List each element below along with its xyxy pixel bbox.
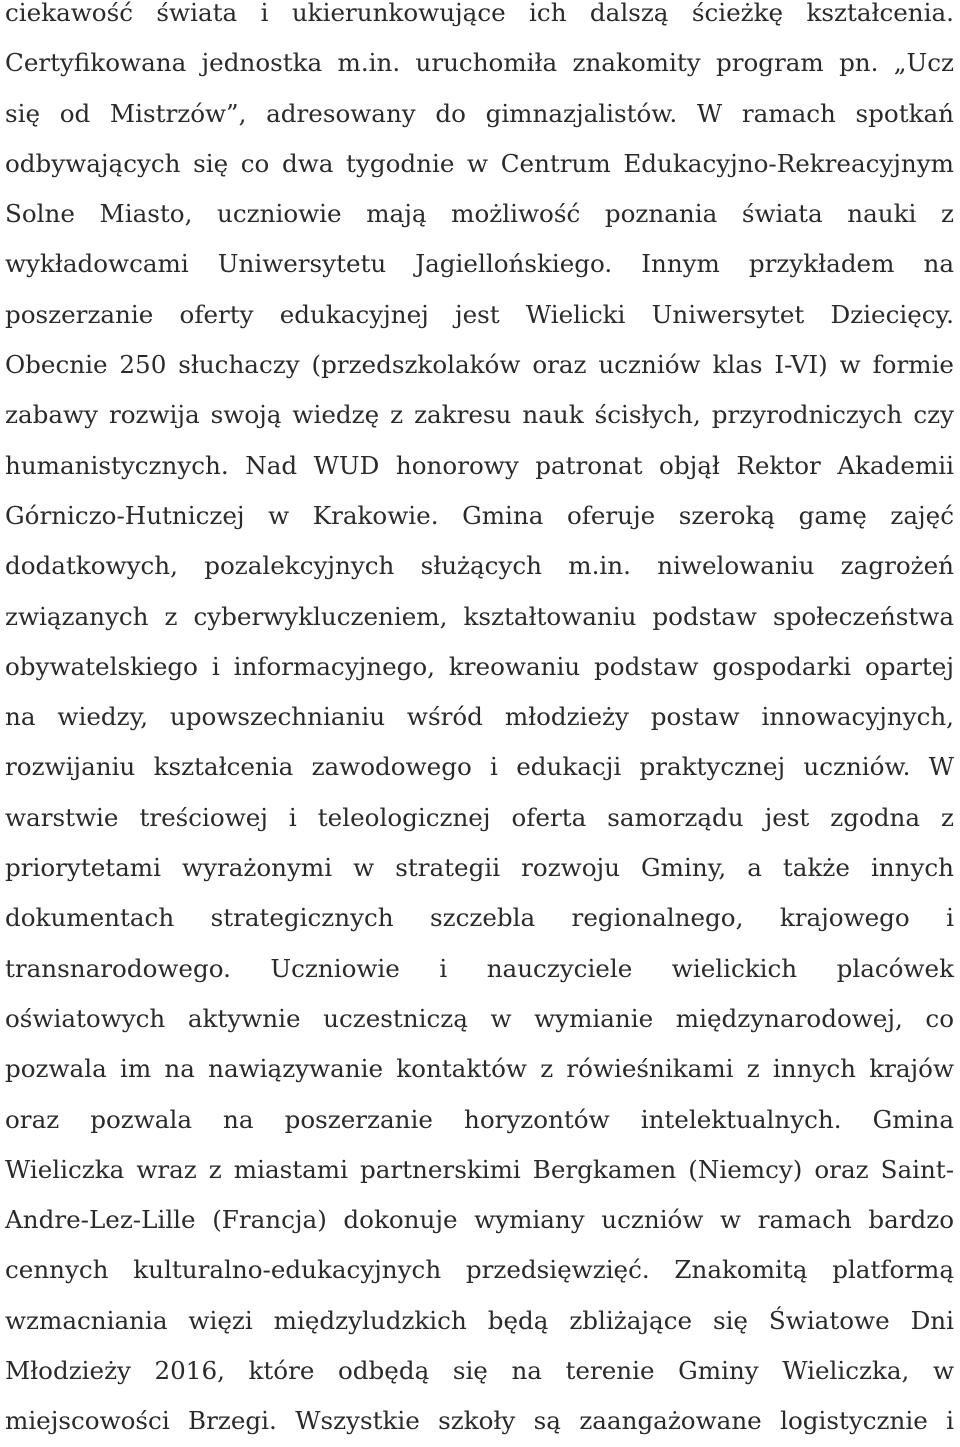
text-line: rozwijaniu kształcenia zawodowego i edukacji praktycznej uczniów. W [5,752,954,782]
text-line: wykładowcami Uniwersytetu Jagiellońskiego. Innym przykładem na [5,249,954,279]
text-line: dodatkowych, pozalekcyjnych służących m.in. niwelowaniu zagrożeń [5,551,954,581]
text-line: miejscowości Brzegi. Wszystkie szkoły są zaangażowane logistycznie i [5,1406,954,1436]
text-line: się od Mistrzów”, adresowany do gimnazjalistów. W ramach spotkań [5,98,954,128]
text-line: pozwala im na nawiązywanie kontaktów z rówieśnikami z innych krajów [5,1054,954,1084]
text-line: humanistycznych. Nad WUD honorowy patronat objął Rektor Akademii [5,450,954,480]
text-line: Młodzieży 2016, które odbędą się na terenie Gminy Wieliczka, w [5,1356,954,1386]
text-line: odbywających się co dwa tygodnie w Centrum Edukacyjno-Rekreacyjnym [5,148,954,178]
text-line: Górniczo-Hutniczej w Krakowie. Gmina oferuje szeroką gamę zajęć [5,500,954,530]
text-line: oświatowych aktywnie uczestniczą w wymianie międzynarodowej, co [5,1003,954,1033]
text-line: cennych kulturalno-edukacyjnych przedsięwzięć. Znakomitą platformą [5,1255,954,1285]
text-line: zabawy rozwija swoją wiedzę z zakresu nauk ścisłych, przyrodniczych czy [5,400,954,430]
text-line: oraz pozwala na poszerzanie horyzontów intelektualnych. Gmina [5,1104,954,1134]
text-line: transnarodowego. Uczniowie i nauczyciele wielickich placówek [5,953,954,983]
text-line: Wieliczka wraz z miastami partnerskimi Bergkamen (Niemcy) oraz Saint- [5,1154,954,1184]
text-line: Certyfikowana jednostka m.in. uruchomiła znakomity program pn. „Ucz [5,48,954,78]
text-line: Solne Miasto, uczniowie mają możliwość poznania świata nauki z [5,199,954,229]
text-line: priorytetami wyrażonymi w strategii rozwoju Gminy, a także innych [5,853,954,883]
text-line: dokumentach strategicznych szczebla regionalnego, krajowego i [5,903,954,933]
text-line: wzmacniania więzi międzyludzkich będą zbliżające się Światowe Dni [5,1305,954,1335]
text-line: na wiedzy, upowszechnianiu wśród młodzieży postaw innowacyjnych, [5,702,954,732]
text-line: poszerzanie oferty edukacyjnej jest Wielicki Uniwersytet Dziecięcy. [5,299,954,329]
text-line: ciekawość świata i ukierunkowujące ich dalszą ścieżkę kształcenia. [5,0,954,27]
text-line: warstwie treściowej i teleologicznej oferta samorządu jest zgodna z [5,802,954,832]
text-line: związanych z cyberwykluczeniem, kształtowaniu podstaw społeczeństwa [5,601,954,631]
text-line: Obecnie 250 słuchaczy (przedszkolaków oraz uczniów klas I-VI) w formie [5,350,954,380]
text-line: obywatelskiego i informacyjnego, kreowaniu podstaw gospodarki opartej [5,651,954,681]
text-line: Andre-Lez-Lille (Francja) dokonuje wymiany uczniów w ramach bardzo [5,1205,954,1235]
